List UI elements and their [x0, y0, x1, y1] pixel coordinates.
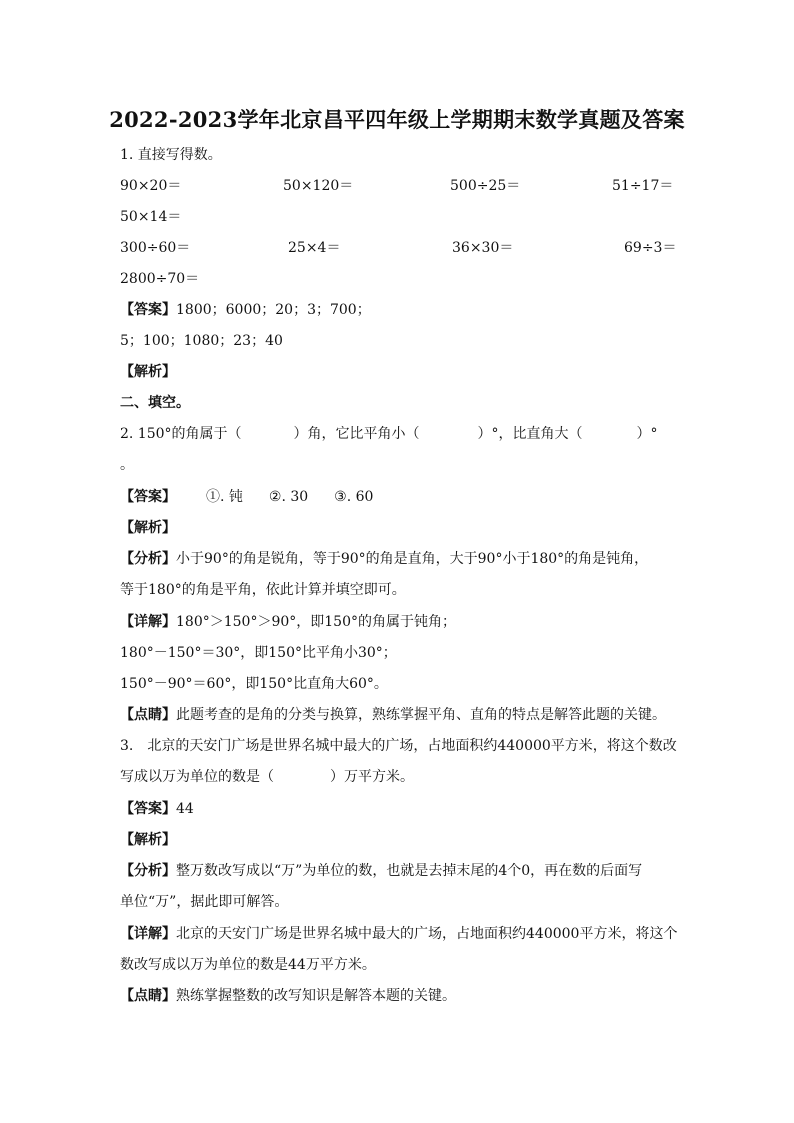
- dianjing-text: 熟练掌握整数的改写知识是解答本题的关键。: [176, 988, 456, 1004]
- dianjing-tag: 【点睛】: [120, 707, 176, 723]
- answer-text: 1800；6000；20；3；700；: [176, 302, 371, 318]
- answer-item: ①. 钝: [206, 489, 243, 505]
- calc-item: 500÷25＝: [450, 178, 521, 194]
- q3-stem-part: ）万平方米。: [330, 769, 414, 785]
- dianjing-tag: 【点睛】: [120, 988, 176, 1004]
- q2-fenxi-cont: 等于180°的角是平角，依此计算并填空即可。: [120, 582, 406, 598]
- q2-dianjing: [120, 705, 666, 725]
- q2-xiangjie: [120, 612, 456, 632]
- q2-xiangjie-line: 180°－150°＝30°，即150°比平角小30°；: [120, 645, 397, 661]
- calc-item: 2800÷70＝: [120, 271, 200, 287]
- answer-item: ②. 30: [268, 489, 309, 505]
- xiangjie-tag: 【详解】: [120, 614, 176, 630]
- calc-item: 51÷17＝: [612, 178, 674, 194]
- q3-stem-cont: [120, 767, 414, 787]
- q2-fenxi: [120, 549, 648, 569]
- q3-answer: [120, 799, 194, 819]
- answer-tag: 【答案】: [120, 801, 176, 817]
- answer-text: 44: [176, 801, 194, 817]
- fenxi-tag: 【分析】: [120, 551, 176, 567]
- q1-answer: [120, 300, 371, 320]
- section-heading: 二、填空。: [120, 395, 190, 411]
- xiangjie-text: 北京的天安门广场是世界名城中最大的广场，占地面积约440000平方米，将这个: [176, 926, 678, 942]
- xiangjie-text: 180°＞150°＞90°，即150°的角属于钝角；: [176, 614, 456, 630]
- q3-stem: 3. 北京的天安门广场是世界名城中最大的广场，占地面积约440000平方米，将这个数改: [120, 738, 677, 754]
- dianjing-text: 此题考查的是角的分类与换算，熟练掌握平角、直角的特点是解答此题的关键。: [176, 707, 666, 723]
- fenxi-tag: 【分析】: [120, 863, 176, 879]
- q3-xiangjie: [120, 924, 677, 944]
- xiangjie-tag: 【详解】: [120, 926, 176, 942]
- calc-item: 36×30＝: [452, 240, 514, 256]
- q1-answer-cont: 5；100；1080；23；40: [120, 333, 283, 349]
- answer-tag: 【答案】: [120, 302, 176, 318]
- q1-stem: 1. 直接写得数。: [120, 147, 222, 163]
- q2-stem-part: ）°: [636, 426, 658, 442]
- analysis-tag: 【解析】: [120, 364, 176, 380]
- calc-item: 25×4＝: [288, 240, 341, 256]
- calc-item: 50×120＝: [283, 178, 354, 194]
- calc-item: 300÷60＝: [120, 240, 191, 256]
- q2-stem-part: ）角，它比平角小（: [293, 426, 420, 442]
- calc-item: 90×20＝: [120, 178, 182, 194]
- analysis-tag: 【解析】: [120, 832, 176, 848]
- calc-item: 50×14＝: [120, 209, 182, 225]
- answer-tag: 【答案】: [120, 489, 176, 505]
- q2-stem-part: ）°，比直角大（: [477, 426, 583, 442]
- analysis-tag: 【解析】: [120, 520, 176, 536]
- q2-xiangjie-line: 150°－90°＝60°，即150°比直角大60°。: [120, 676, 388, 692]
- q2-stem: [120, 424, 658, 444]
- q3-fenxi-cont: 单位“万”，据此即可解答。: [120, 894, 289, 910]
- q3-fenxi: [120, 861, 642, 881]
- fenxi-text: 整万数改写成以“万”为单位的数，也就是去掉末尾的4个0，再在数的后面写: [176, 863, 643, 879]
- page-title: 2022-2023学年北京昌平四年级上学期期末数学真题及答案: [109, 107, 685, 132]
- q3-stem-part: 写成以万为单位的数是（: [120, 769, 274, 785]
- q3-xiangjie-cont: 数改写成以万为单位的数是44万平方米。: [120, 957, 376, 973]
- q2-stem-tail: 。: [120, 457, 134, 473]
- q3-dianjing: [120, 986, 456, 1006]
- answer-item: ③. 60: [334, 489, 374, 505]
- fenxi-text: 小于90°的角是锐角，等于90°的角是直角，大于90°小于180°的角是钝角，: [176, 551, 649, 567]
- q2-answer: [120, 487, 373, 507]
- q2-stem-part: 2. 150°的角属于（: [120, 426, 242, 442]
- calc-item: 69÷3＝: [624, 240, 677, 256]
